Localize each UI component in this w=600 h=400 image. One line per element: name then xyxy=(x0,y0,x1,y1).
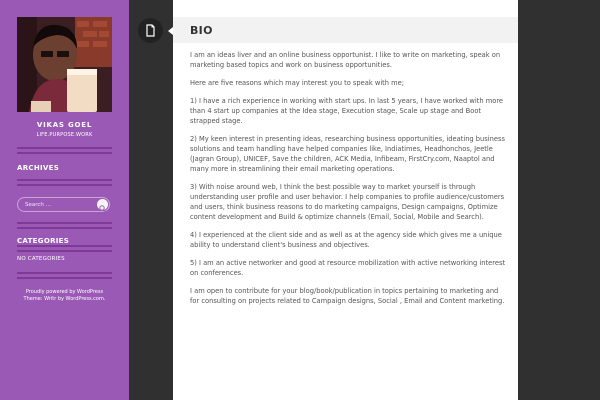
sidebar xyxy=(0,0,129,400)
post-format-button[interactable] xyxy=(138,18,163,43)
search-input[interactable] xyxy=(25,201,95,209)
search-button[interactable] xyxy=(97,199,108,210)
site-description: LIFE.PURPOSE.WORK xyxy=(36,132,93,138)
credit-wordpress[interactable]: Proudly powered by WordPress xyxy=(25,289,104,295)
search-form xyxy=(17,197,110,212)
bio-paragraph: 3) With noise around web, I think the best possible way to market yourself is through understanding user profile and user behavior. I help companies to profile audience/customers and users, think business reasons to do marketing campaigns, Design campaigns, Optimize content development and Build & optimize channels (Email, Social, Mobile and Search). xyxy=(190,183,505,221)
avatar[interactable] xyxy=(17,17,112,112)
divider xyxy=(17,245,112,247)
divider xyxy=(17,179,112,181)
divider xyxy=(17,222,112,224)
entry-content xyxy=(190,50,508,314)
bio-paragraph: 5) I am an active networker and good at resource mobilization with active networking interest on conferences. xyxy=(190,259,506,277)
search-icon xyxy=(97,203,108,214)
no-categories-text: NO CATEGORIES xyxy=(17,256,65,262)
divider xyxy=(17,147,112,149)
divider xyxy=(17,184,112,186)
divider xyxy=(17,227,112,229)
page-title: BIO xyxy=(190,24,213,37)
divider xyxy=(17,250,112,252)
bio-paragraph: Here are five reasons which may interest you to speak with me; xyxy=(190,79,405,87)
divider xyxy=(17,272,112,274)
divider xyxy=(17,277,112,279)
bio-paragraph: I am open to contribute for your blog/book/publication in topics pertaining to marketing and for consulting on projects related to Campaign designs, Social , Email and Content marketing. xyxy=(190,287,505,305)
divider xyxy=(17,152,112,154)
bio-paragraph: 4) I experienced at the client side and as well as at the agency side which gives me a unique ability to understand client's business and objectives. xyxy=(190,231,502,249)
profile-photo xyxy=(17,17,112,112)
bio-paragraph: I am an ideas liver and an online business opportunist. I like to write on marketing, speak on marketing based topics and work on business opportunities. xyxy=(190,51,501,69)
bio-paragraph: 2) My keen interest in presenting ideas, researching business opportunities, ideating business solutions and team handling have helped companies like, Indiatimes, Headhonchos, Jeetle (Jagran Group), UNICEF, Save the children, ACK Media, Infibeam, FirstCry.com, Naaptol and many more in streamlining their email marketing operations. xyxy=(190,135,505,173)
document-icon xyxy=(138,18,163,43)
archives-title: ARCHIVES xyxy=(17,164,60,172)
main-content xyxy=(173,0,518,400)
categories-title: CATEGORIES xyxy=(17,237,70,245)
title-bar xyxy=(173,17,518,43)
credit-theme[interactable]: Theme: Writr by WordPress.com. xyxy=(23,296,106,302)
bio-paragraph: 1) I have a rich experience in working with start ups. In last 5 years, I have worked with more than 4 start up companies at the Idea stage, Execution stage, Scale up stage and Boot strapped stage. xyxy=(190,97,504,125)
site-title[interactable]: VIKAS GOEL xyxy=(36,121,93,129)
